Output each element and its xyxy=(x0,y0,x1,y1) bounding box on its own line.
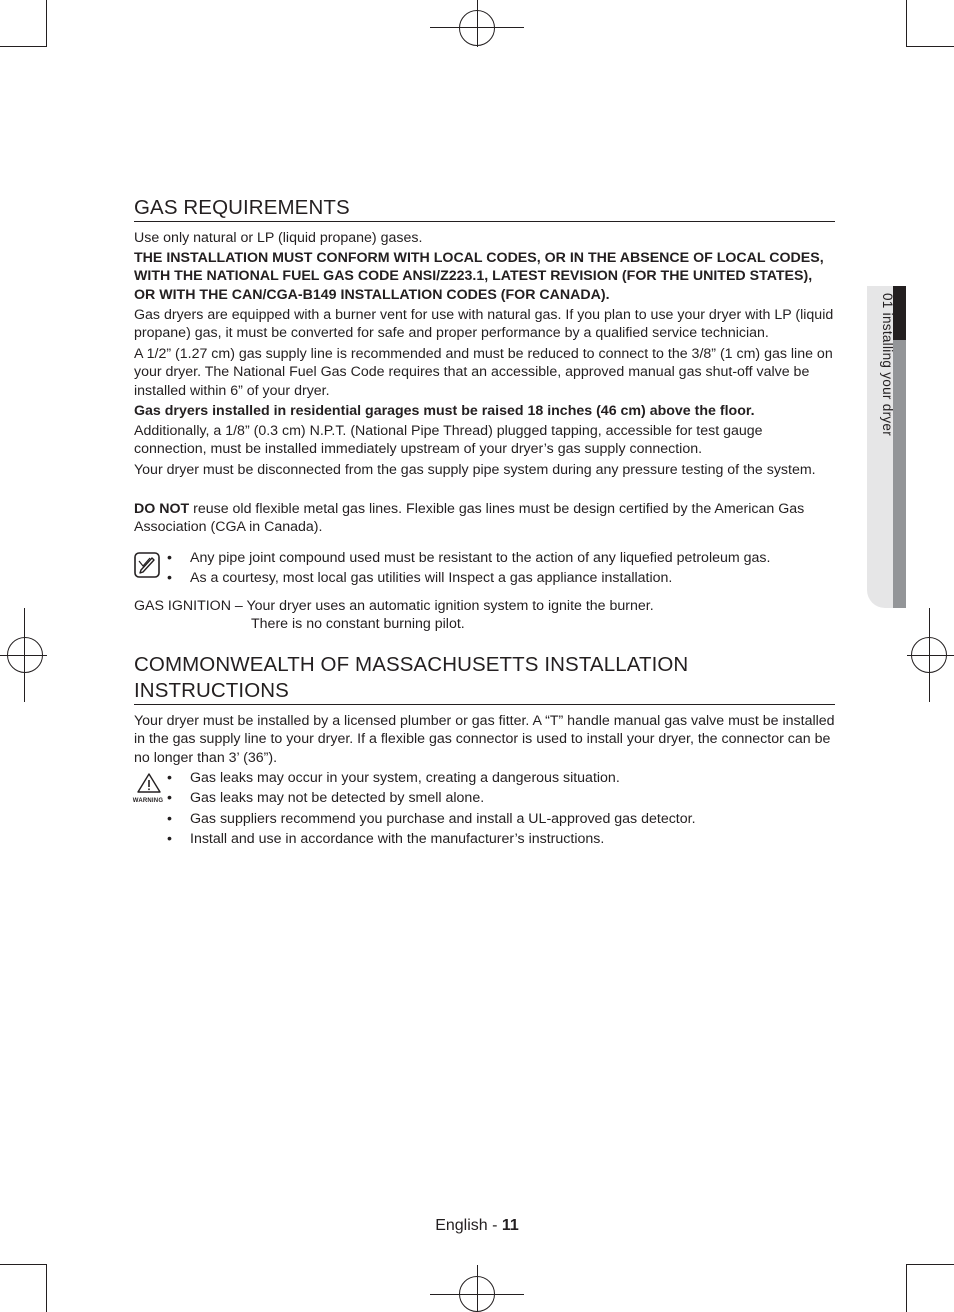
list-item: • Gas suppliers recommend you purchase and install a UL-approved gas detector. xyxy=(167,809,696,829)
warning-icon xyxy=(134,772,164,796)
gas-requirements-heading: GAS REQUIREMENTS xyxy=(134,195,835,222)
gas-p6: Additionally, a 1/8” (0.3 cm) N.P.T. (National Pipe Thread) plugged tapping, accessible for test gauge connection, must be installed immediately upstream of your dryer’s gas supply connection. xyxy=(134,423,763,458)
crop-mark xyxy=(907,46,954,47)
list-item: • Gas leaks may not be detected by smell alone. xyxy=(167,788,696,808)
list-item: • Gas leaks may occur in your system, creating a dangerous situation. xyxy=(167,768,696,788)
crop-mark xyxy=(906,0,907,47)
gas-p7: Your dryer must be disconnected from the gas supply pipe system during any pressure testing of the system. xyxy=(134,462,816,478)
gas-p8 xyxy=(134,500,835,537)
crop-mark xyxy=(0,46,47,47)
gas-ignition-line2: There is no constant burning pilot. xyxy=(251,616,465,632)
mass-p1: Your dryer must be installed by a licensed plumber or gas fitter. A “T” handle manual gas valve must be installed in the gas supply line to your dryer. If a flexible gas connector is used to install your dryer, the connector can be no longer than 3’ (36”). xyxy=(134,713,835,766)
massachusetts-heading: COMMONWEALTH OF MASSACHUSETTS INSTALLATION INSTRUCTIONS xyxy=(134,652,835,705)
list-item: • As a courtesy, most local gas utilities will Inspect a gas appliance installation. xyxy=(167,568,770,588)
gas-ignition xyxy=(134,597,835,615)
gas-p4: A 1/2” (1.27 cm) gas supply line is recommended and must be reduced to connect to the 3/8” (1 cm) gas line on your dryer. The National Fuel Gas Code requires that an accessible, approved manual gas shut-off valve be installed within 6” of your dryer. xyxy=(134,346,833,399)
do-not-label: DO NOT xyxy=(134,501,190,517)
gas-code-notice: THE INSTALLATION MUST CONFORM WITH LOCAL CODES, OR IN THE ABSENCE OF LOCAL CODES, WITH THE NATIONAL FUEL GAS CODE ANSI/Z223.1, LATEST REVISION (FOR THE UNITED STATES), OR WITH THE CAN/CGA-B149 INSTALLATION CODES (FOR CANADA). xyxy=(134,250,824,303)
crop-mark xyxy=(907,655,954,656)
page-number: 11 xyxy=(501,1217,519,1234)
gas-p3: Gas dryers are equipped with a burner vent for use with natural gas. If you plan to use your dryer with LP (liquid propane) gas, it must be converted for safe and proper performance by a qualified service technician. xyxy=(134,307,834,342)
list-item: • Install and use in accordance with the manufacturer’s instructions. xyxy=(167,829,696,849)
crop-mark xyxy=(0,1264,47,1265)
footer-language: English - xyxy=(435,1217,502,1234)
crop-mark xyxy=(907,1264,954,1265)
gas-p1: Use only natural or LP (liquid propane) gases. xyxy=(134,230,423,246)
crop-mark xyxy=(929,608,930,702)
gas-ignition-label: GAS IGNITION xyxy=(134,598,231,614)
crop-mark xyxy=(906,1264,907,1312)
crop-mark xyxy=(24,608,25,702)
crop-mark xyxy=(46,0,47,47)
crop-mark xyxy=(477,0,478,47)
gas-garage-notice: Gas dryers installed in residential garages must be raised 18 inches (46 cm) above the floor. xyxy=(134,403,755,419)
crop-mark xyxy=(46,1264,47,1312)
list-item: • Any pipe joint compound used must be resistant to the action of any liquefied petroleum gas. xyxy=(167,548,770,568)
page-footer xyxy=(0,1217,954,1235)
chapter-tab-label: 01 installing your dryer xyxy=(880,293,895,437)
gas-ignition-line1: – Your dryer uses an automatic ignition system to ignite the burner. xyxy=(230,598,654,614)
do-not-text: reuse old flexible metal gas lines. Flexible gas lines must be design certified by the American Gas Association (CGA in Canada). xyxy=(134,501,805,536)
warning-label: WARNING xyxy=(132,798,164,804)
crop-mark xyxy=(477,1265,478,1312)
warning-list xyxy=(167,768,696,849)
note-list xyxy=(167,548,770,589)
note-icon xyxy=(134,552,160,578)
